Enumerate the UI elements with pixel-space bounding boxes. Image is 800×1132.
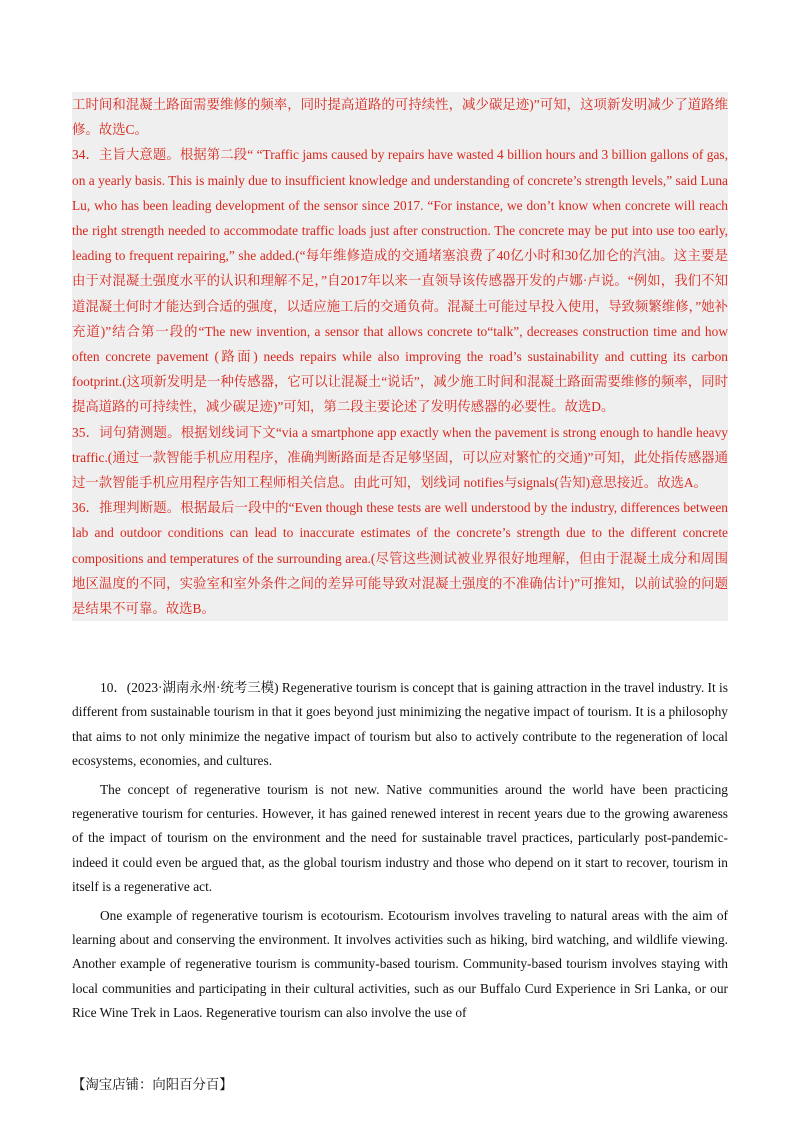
reading-passage bbox=[72, 676, 728, 1030]
answer-paragraph: 34．主旨大意题。根据第二段“ “Traffic jams caused by repairs have wasted 4 billion hours and 3 billion gallons of gas, on a yearly basis. This is mainly due to insufficient knowledge and understanding of concrete’s strength levels,” said Luna Lu, who has been leading development of the sensor since 2017. “For instance, we don’t know when concrete will reach the right strength needed to accommodate traffic loads just after construction. The concrete may be put into use too early, leading to frequent repairing,” she added.(“每年维修造成的交通堵塞浪费了40亿小时和30亿加仑的汽油。这主要是由于对混凝土强度水平的认识和理解不足，”自2017年以来一直领导该传感器开发的卢娜·卢说。“例如，我们不知道混凝土何时才能达到合适的强度，以适应施工后的交通负荷。混凝土可能过早投入使用，导致频繁维修，”她补充道)”结合第一段的“The new invention, a sensor that allows concrete to“talk”, decreases construction time and how often concrete pavement (路面) needs repairs while also improving the road’s sustainability and cutting its carbon footprint.(这项新发明是一种传感器，它可以让混凝土“说话”，减少施工时间和混凝土路面需要维修的频率，同时提高道路的可持续性，减少碳足迹)”可知，第二段主要论述了发明传感器的必要性。故选D。 bbox=[72, 147, 728, 415]
answer-paragraph: 36．推理判断题。根据最后一段中的“Even though these tests are well understood by the industry, differences between lab and outdoor conditions can lead to inaccurate estimates of the concrete’s strength due to the different concrete compositions and temperatures of the surrounding area.(尽管这些测试被业界很好地理解，但由于混凝土成分和周围地区温度的不同，实验室和室外条件之间的差异可能导致对混凝土强度的不准确估计)”可推知，以前试验的问题是结果不可靠。故选B。 bbox=[72, 500, 728, 617]
passage-paragraph: The concept of regenerative tourism is not new. Native communities around the world have been practicing regenerative tourism for centuries. However, it has gained renewed interest in recent years due to the growing awareness of the impact of tourism on the environment and the need for sustainable travel practices, particularly post-pandemic-indeed it could even be argued that, as the global tourism industry and those who depend on it start to recover, tourism in itself is a regenerative act. bbox=[72, 781, 728, 895]
answer-paragraph: 工时间和混凝土路面需要维修的频率，同时提高道路的可持续性，减少碳足迹)”可知，这项新发明减少了道路维修。故选C。 bbox=[72, 97, 728, 138]
passage-paragraph: One example of regenerative tourism is ecotourism. Ecotourism involves traveling to natural areas with the aim of learning about and conserving the environment. It involves activities such as hiking, bird watching, and wildlife viewing. Another example of regenerative tourism is community-based tourism. Community-based tourism involves staying with local communities and participating in their cultural activities, such as our Buffalo Curd Experience in Sri Lanka, or our Rice Wine Trek in Laos. Regenerative tourism can also involve the use of bbox=[72, 907, 728, 1021]
answer-paragraph: 35．词句猜测题。根据划线词下文“via a smartphone app exactly when the pavement is strong enough to handle heavy traffic.(通过一款智能手机应用程序，准确判断路面是否足够坚固，可以应对繁忙的交通)”可知，此处指传感器通过一款智能手机应用程序告知工程师相关信息。由此可知，划线词 notifies与signals(告知)意思接近。故选A。 bbox=[72, 424, 728, 491]
passage-paragraph: 10．(2023·湖南永州·统考三模) Regenerative tourism is concept that is gaining attraction in the travel industry. It is different from sustainable tourism in that it goes beyond just minimizing the negative impact of tourism. It is a philosophy that aims to not only minimize the negative impact of tourism but also to actively contribute to the regeneration of local ecosystems, economies, and cultures. bbox=[72, 680, 728, 769]
answer-explanations bbox=[72, 92, 728, 621]
footer-shop-label: 【淘宝店铺：向阳百分百】 bbox=[72, 1078, 233, 1093]
